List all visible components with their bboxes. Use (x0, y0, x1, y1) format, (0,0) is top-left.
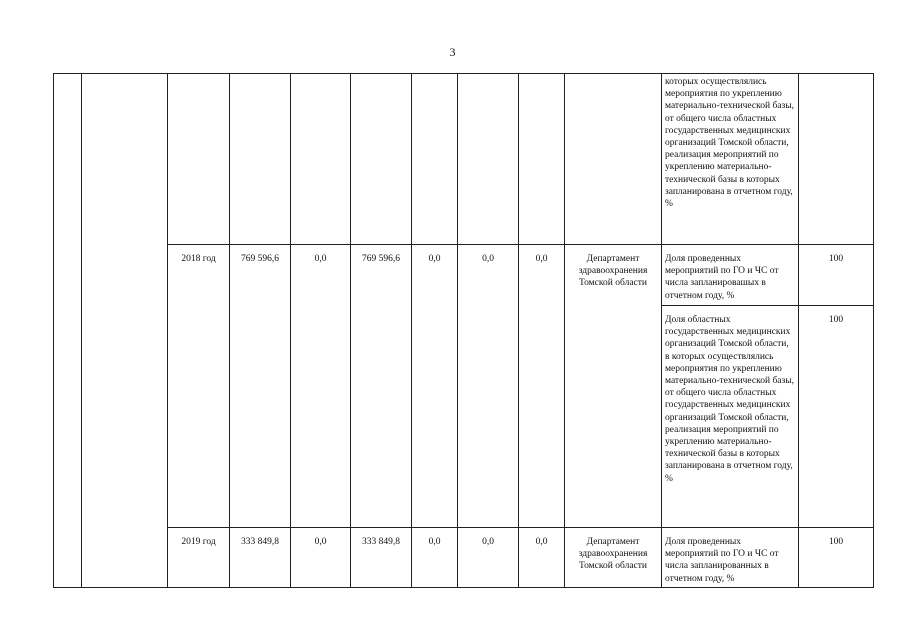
total-cell (230, 74, 291, 245)
year-cell (168, 74, 230, 245)
table-row (54, 528, 874, 588)
indicator-value: 100 (799, 528, 874, 588)
table-row (54, 74, 874, 245)
indicator-text: Доля проведенных мероприятий по ГО и ЧС от числа запланировашых в отчетном году, % (662, 245, 799, 306)
indicator-text: Доля областных государственных медицинских организаций Томской области, в которых осуществлялись мероприятия по укреплению материально-технической базы, от общего числа областных государственных медицинских организаций Томской области, реализация мероприятий по укреплению материально-технической базы в которых запланирована в отчетном году, % (662, 306, 799, 528)
program-table (53, 73, 874, 588)
extra1-cell: 0,0 (458, 245, 519, 528)
regional-cell: 333 849,8 (351, 528, 412, 588)
extra1-cell: 0,0 (458, 528, 519, 588)
local-cell (412, 74, 458, 245)
federal-cell: 0,0 (291, 528, 351, 588)
federal-cell (291, 74, 351, 245)
extra2-cell: 0,0 (519, 528, 565, 588)
indicator-value: 100 (799, 245, 874, 306)
indicator-text: которых осуществлялись мероприятия по укреплению материально-технической базы, от общего числа областных государственных медицинских организаций Томской области, реализация мероприятий по укреплению материально-технической базы в которых запланирована в отчетном году, % (662, 74, 799, 245)
local-cell: 0,0 (412, 245, 458, 528)
page-number: 3 (449, 45, 456, 59)
table-row (54, 245, 874, 306)
total-cell: 769 596,6 (230, 245, 291, 528)
total-cell: 333 849,8 (230, 528, 291, 588)
department-cell: Департамент здравоохранения Томской области (565, 528, 662, 588)
task-cell (82, 74, 168, 588)
year-cell: 2019 год (168, 528, 230, 588)
indicator-value: 100 (799, 306, 874, 528)
year-cell: 2018 год (168, 245, 230, 528)
extra2-cell (519, 74, 565, 245)
regional-cell (351, 74, 412, 245)
department-cell: Департамент здравоохранения Томской области (565, 245, 662, 528)
department-cell (565, 74, 662, 245)
extra2-cell: 0,0 (519, 245, 565, 528)
index-cell (54, 74, 82, 588)
regional-cell: 769 596,6 (351, 245, 412, 528)
local-cell: 0,0 (412, 528, 458, 588)
indicator-text: Доля проведенных мероприятий по ГО и ЧС от числа запланированных в отчетном году, % (662, 528, 799, 588)
indicator-value (799, 74, 874, 245)
extra1-cell (458, 74, 519, 245)
federal-cell: 0,0 (291, 245, 351, 528)
